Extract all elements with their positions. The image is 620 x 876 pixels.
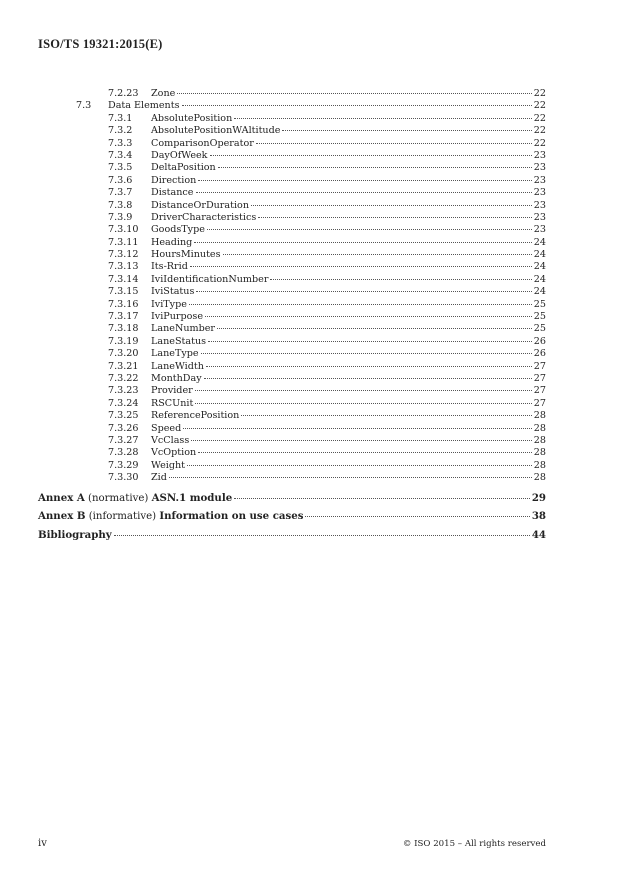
- toc-entry-number: 7.3.5: [108, 162, 133, 174]
- toc-entry-title: IviStatus: [151, 286, 195, 298]
- table-of-contents: [0, 88, 620, 544]
- toc-entry-page: 24: [533, 286, 546, 298]
- toc-entry[interactable]: [0, 187, 620, 199]
- toc-entry[interactable]: [0, 385, 620, 397]
- bibliography-page: 44: [531, 528, 546, 541]
- toc-entry[interactable]: [0, 274, 620, 286]
- toc-entry[interactable]: [0, 299, 620, 311]
- document-id-header: ISO/TS 19321:2015(E): [38, 37, 163, 51]
- toc-entry-title: Weight: [151, 459, 185, 471]
- toc-entry[interactable]: [0, 237, 620, 249]
- toc-entry-number: 7.3.20: [108, 348, 139, 360]
- page-number: iv: [38, 838, 47, 849]
- annex-a-type: (normative): [87, 492, 149, 504]
- toc-entry[interactable]: [0, 472, 620, 484]
- toc-entry-number: 7.2.23: [108, 88, 139, 99]
- toc-entry[interactable]: [0, 435, 620, 447]
- toc-entry-number: 7.3.25: [108, 410, 139, 422]
- toc-entry-title: Distance: [151, 187, 194, 199]
- bibliography-title: Bibliography: [38, 528, 112, 541]
- toc-entry-number: 7.3.28: [108, 447, 139, 459]
- toc-entry[interactable]: [0, 423, 620, 435]
- toc-entry-title: HoursMinutes: [151, 249, 221, 261]
- toc-entry-page: 28: [533, 472, 546, 484]
- toc-entry[interactable]: [0, 88, 620, 100]
- toc-entry-number: 7.3.29: [108, 459, 139, 471]
- toc-entry-page: 24: [533, 261, 546, 273]
- toc-entry[interactable]: [0, 162, 620, 174]
- toc-entry-title: RSCUnit: [151, 397, 194, 409]
- toc-entry-number: 7.3.1: [108, 112, 133, 124]
- toc-entry-number: 7.3.22: [108, 372, 139, 384]
- toc-entry-number: 7.3.6: [108, 174, 133, 186]
- toc-annex-b[interactable]: [0, 507, 620, 526]
- toc-entry-number: 7.3.12: [108, 249, 139, 261]
- toc-entry-page: 22: [533, 112, 546, 124]
- toc-entry-title: ReferencePosition: [151, 410, 240, 422]
- toc-entry[interactable]: [0, 336, 620, 348]
- annex-b-title: Information on use cases: [159, 510, 304, 522]
- toc-entry-page: 22: [533, 137, 546, 149]
- toc-entry-page: 22: [533, 125, 546, 137]
- toc-entry-title: LaneWidth: [151, 360, 204, 372]
- toc-entry[interactable]: [0, 150, 620, 162]
- toc-entry-title: DistanceOrDuration: [151, 199, 249, 211]
- toc-entry-number: 7.3.14: [108, 273, 139, 285]
- toc-entry[interactable]: [0, 261, 620, 273]
- toc-entry-page: 26: [533, 335, 546, 347]
- toc-entry-page: 28: [533, 410, 546, 422]
- toc-entry[interactable]: [0, 175, 620, 187]
- copyright-notice: © ISO 2015 – All rights reserved: [402, 839, 546, 849]
- toc-entry[interactable]: [0, 323, 620, 335]
- toc-entry-page: 27: [533, 385, 546, 397]
- annex-b-type: (informative): [88, 511, 157, 522]
- toc-entry-title: IviPurpose: [151, 311, 204, 323]
- toc-entry[interactable]: [0, 113, 620, 125]
- toc-entry-number: 7.3.19: [108, 335, 139, 347]
- toc-entry-number: 7.3.2: [108, 125, 133, 137]
- toc-entry-page: 27: [533, 372, 546, 384]
- toc-entry-page: 23: [533, 224, 546, 236]
- toc-entry-page: 24: [533, 249, 546, 261]
- toc-entry-page: 23: [533, 174, 546, 186]
- toc-entry[interactable]: [0, 311, 620, 323]
- toc-entry-title: Provider: [151, 385, 193, 397]
- toc-entry-page: 25: [533, 323, 546, 335]
- toc-entry-page: 28: [533, 434, 546, 446]
- toc-entry[interactable]: [0, 460, 620, 472]
- toc-entry[interactable]: [0, 125, 620, 137]
- toc-entry-title: ComparisonOperator: [151, 137, 254, 149]
- toc-entry-title: IviIdentificationNumber: [151, 273, 269, 285]
- toc-entry-page: 24: [533, 236, 546, 248]
- toc-entry-page: 24: [533, 273, 546, 285]
- toc-entry-title: AbsolutePosition: [151, 112, 233, 124]
- toc-section-title: Data Elements: [108, 100, 180, 112]
- toc-entry-title: Heading: [151, 236, 193, 248]
- toc-entry-page: 28: [533, 447, 546, 459]
- toc-entry-page: 23: [533, 187, 546, 199]
- toc-entry-title: LaneNumber: [151, 323, 216, 335]
- toc-entry-number: 7.3.8: [108, 199, 133, 211]
- toc-entry-number: 7.3.17: [108, 311, 139, 323]
- toc-entry-number: 7.3.26: [108, 422, 139, 434]
- toc-entry-page: 25: [533, 311, 546, 323]
- toc-entry-number: 7.3.21: [108, 360, 139, 372]
- toc-entry-number: 7.3.15: [108, 286, 139, 298]
- annex-b-page: 38: [531, 510, 546, 522]
- toc-entry-title: DayOfWeek: [151, 149, 208, 161]
- toc-entry[interactable]: [0, 224, 620, 236]
- toc-entry[interactable]: [0, 200, 620, 212]
- toc-entry-page: 22: [533, 88, 546, 99]
- toc-entry-title: IviType: [151, 298, 187, 310]
- toc-entry-page: 28: [533, 422, 546, 434]
- toc-entry[interactable]: [0, 249, 620, 261]
- toc-entry-title: LaneType: [151, 348, 199, 360]
- toc-entry-number: 7.3.30: [108, 472, 139, 484]
- toc-entry-page: 25: [533, 298, 546, 310]
- toc-entry-number: 7.3.11: [108, 236, 139, 248]
- toc-entry-number: 7.3.13: [108, 261, 139, 273]
- toc-entry[interactable]: [0, 286, 620, 298]
- toc-entry-page: 27: [533, 360, 546, 372]
- toc-entry[interactable]: [0, 138, 620, 150]
- toc-entry-number: 7.3.4: [108, 149, 133, 161]
- toc-section-7-3[interactable]: [0, 100, 620, 112]
- toc-annex-a[interactable]: [0, 489, 620, 508]
- toc-bibliography[interactable]: [0, 526, 620, 545]
- toc-entry-title: VcClass: [151, 434, 190, 446]
- toc-entry-title: GoodsType: [151, 224, 205, 236]
- toc-entry[interactable]: [0, 410, 620, 422]
- toc-entry-number: 7.3.9: [108, 211, 133, 223]
- toc-entry-number: 7.3.27: [108, 434, 139, 446]
- toc-entry-page: 23: [533, 211, 546, 223]
- toc-entry[interactable]: [0, 361, 620, 373]
- toc-entry-title: VcOption: [151, 447, 197, 459]
- toc-entry-title: Zone: [151, 88, 176, 99]
- toc-entry-title: DriverCharacteristics: [151, 211, 257, 223]
- toc-entry-number: 7.3.23: [108, 385, 139, 397]
- toc-entry-page: 27: [533, 397, 546, 409]
- toc-entry-title: Speed: [151, 422, 182, 434]
- annex-a-page: 29: [531, 491, 546, 504]
- annex-b-label: Annex B: [38, 510, 86, 522]
- toc-entry-title: Direction: [151, 174, 197, 186]
- toc-section-page: 22: [533, 100, 546, 112]
- toc-entry[interactable]: [0, 212, 620, 224]
- toc-entry-title: AbsolutePositionWAltitude: [151, 125, 281, 137]
- toc-entry-page: 28: [533, 459, 546, 471]
- toc-entry-page: 26: [533, 348, 546, 360]
- toc-entry-title: Its-Rrid: [151, 261, 188, 273]
- annex-a-title: ASN.1 module: [151, 491, 233, 504]
- toc-section-number: 7.3: [76, 100, 92, 112]
- toc-entry-title: LaneStatus: [151, 335, 207, 347]
- toc-entry-title: DeltaPosition: [151, 162, 216, 174]
- toc-entry-number: 7.3.7: [108, 187, 133, 199]
- toc-entry-page: 23: [533, 162, 546, 174]
- toc-entry-title: MonthDay: [151, 372, 202, 384]
- toc-entries-list: [0, 113, 620, 485]
- toc-entry-number: 7.3.10: [108, 224, 139, 236]
- toc-entry[interactable]: [0, 373, 620, 385]
- toc-entry[interactable]: [0, 348, 620, 360]
- toc-entry-title: Zid: [151, 472, 167, 484]
- toc-entry[interactable]: [0, 447, 620, 459]
- toc-entry-number: 7.3.24: [108, 397, 139, 409]
- annex-a-label: Annex A: [38, 491, 85, 504]
- toc-entry-number: 7.3.3: [108, 137, 133, 149]
- toc-entry[interactable]: [0, 398, 620, 410]
- toc-entry-number: 7.3.18: [108, 323, 139, 335]
- toc-entry-number: 7.3.16: [108, 298, 139, 310]
- toc-entry-page: 23: [533, 149, 546, 161]
- toc-entry-page: 23: [533, 199, 546, 211]
